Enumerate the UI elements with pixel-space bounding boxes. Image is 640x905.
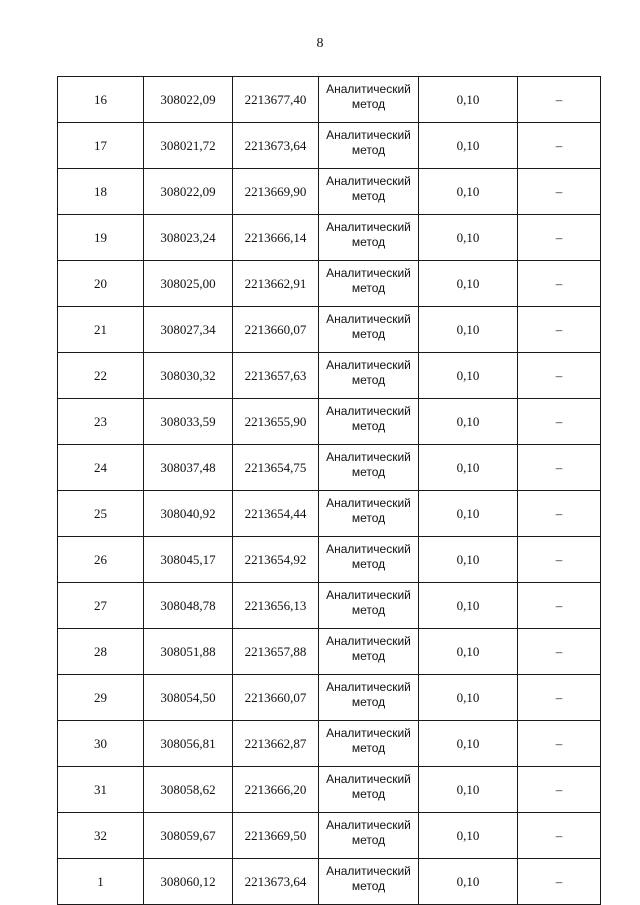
point-number-cell: 27	[58, 583, 144, 629]
note-cell: –	[518, 215, 601, 261]
point-number-cell: 31	[58, 767, 144, 813]
y-coordinate-cell: 2213666,20	[233, 767, 319, 813]
page-number: 8	[316, 36, 324, 51]
point-number-cell: 21	[58, 307, 144, 353]
table-row	[58, 123, 601, 169]
method-cell: Аналитический метод	[319, 721, 419, 767]
x-coordinate-cell: 308045,17	[144, 537, 233, 583]
x-coordinate-cell: 308037,48	[144, 445, 233, 491]
table-row	[58, 721, 601, 767]
point-number-cell: 22	[58, 353, 144, 399]
accuracy-cell: 0,10	[419, 445, 518, 491]
note-cell: –	[518, 629, 601, 675]
accuracy-cell: 0,10	[419, 307, 518, 353]
table-row	[58, 859, 601, 905]
note-cell: –	[518, 583, 601, 629]
table-row	[58, 813, 601, 859]
y-coordinate-cell: 2213657,63	[233, 353, 319, 399]
method-cell: Аналитический метод	[319, 169, 419, 215]
method-cell: Аналитический метод	[319, 859, 419, 905]
x-coordinate-cell: 308051,88	[144, 629, 233, 675]
accuracy-cell: 0,10	[419, 675, 518, 721]
point-number-cell: 30	[58, 721, 144, 767]
note-cell: –	[518, 537, 601, 583]
accuracy-cell: 0,10	[419, 77, 518, 123]
x-coordinate-cell: 308054,50	[144, 675, 233, 721]
x-coordinate-cell: 308059,67	[144, 813, 233, 859]
x-coordinate-cell: 308033,59	[144, 399, 233, 445]
table-row	[58, 215, 601, 261]
note-cell: –	[518, 307, 601, 353]
note-cell: –	[518, 169, 601, 215]
accuracy-cell: 0,10	[419, 767, 518, 813]
x-coordinate-cell: 308056,81	[144, 721, 233, 767]
note-cell: –	[518, 859, 601, 905]
point-number-cell: 23	[58, 399, 144, 445]
x-coordinate-cell: 308022,09	[144, 169, 233, 215]
table-row	[58, 629, 601, 675]
y-coordinate-cell: 2213656,13	[233, 583, 319, 629]
method-cell: Аналитический метод	[319, 123, 419, 169]
accuracy-cell: 0,10	[419, 537, 518, 583]
note-cell: –	[518, 77, 601, 123]
y-coordinate-cell: 2213660,07	[233, 307, 319, 353]
point-number-cell: 16	[58, 77, 144, 123]
x-coordinate-cell: 308021,72	[144, 123, 233, 169]
point-number-cell: 19	[58, 215, 144, 261]
x-coordinate-cell: 308027,34	[144, 307, 233, 353]
y-coordinate-cell: 2213654,92	[233, 537, 319, 583]
accuracy-cell: 0,10	[419, 813, 518, 859]
accuracy-cell: 0,10	[419, 169, 518, 215]
note-cell: –	[518, 353, 601, 399]
method-cell: Аналитический метод	[319, 629, 419, 675]
point-number-cell: 26	[58, 537, 144, 583]
accuracy-cell: 0,10	[419, 215, 518, 261]
table-row	[58, 583, 601, 629]
method-cell: Аналитический метод	[319, 77, 419, 123]
method-cell: Аналитический метод	[319, 353, 419, 399]
y-coordinate-cell: 2213660,07	[233, 675, 319, 721]
note-cell: –	[518, 675, 601, 721]
y-coordinate-cell: 2213666,14	[233, 215, 319, 261]
note-cell: –	[518, 491, 601, 537]
accuracy-cell: 0,10	[419, 859, 518, 905]
accuracy-cell: 0,10	[419, 721, 518, 767]
point-number-cell: 18	[58, 169, 144, 215]
y-coordinate-cell: 2213654,44	[233, 491, 319, 537]
x-coordinate-cell: 308040,92	[144, 491, 233, 537]
x-coordinate-cell: 308030,32	[144, 353, 233, 399]
x-coordinate-cell: 308058,62	[144, 767, 233, 813]
y-coordinate-cell: 2213669,90	[233, 169, 319, 215]
method-cell: Аналитический метод	[319, 813, 419, 859]
point-number-cell: 29	[58, 675, 144, 721]
table-row	[58, 767, 601, 813]
point-number-cell: 32	[58, 813, 144, 859]
table-row	[58, 537, 601, 583]
y-coordinate-cell: 2213655,90	[233, 399, 319, 445]
note-cell: –	[518, 445, 601, 491]
table-row	[58, 353, 601, 399]
accuracy-cell: 0,10	[419, 583, 518, 629]
note-cell: –	[518, 721, 601, 767]
table-row	[58, 169, 601, 215]
accuracy-cell: 0,10	[419, 399, 518, 445]
coordinates-table-body	[58, 77, 601, 905]
y-coordinate-cell: 2213654,75	[233, 445, 319, 491]
x-coordinate-cell: 308060,12	[144, 859, 233, 905]
point-number-cell: 25	[58, 491, 144, 537]
point-number-cell: 24	[58, 445, 144, 491]
table-row	[58, 445, 601, 491]
table-row	[58, 675, 601, 721]
method-cell: Аналитический метод	[319, 675, 419, 721]
accuracy-cell: 0,10	[419, 491, 518, 537]
note-cell: –	[518, 399, 601, 445]
table-row	[58, 261, 601, 307]
y-coordinate-cell: 2213673,64	[233, 123, 319, 169]
method-cell: Аналитический метод	[319, 491, 419, 537]
method-cell: Аналитический метод	[319, 307, 419, 353]
method-cell: Аналитический метод	[319, 767, 419, 813]
table-row	[58, 491, 601, 537]
method-cell: Аналитический метод	[319, 215, 419, 261]
method-cell: Аналитический метод	[319, 399, 419, 445]
method-cell: Аналитический метод	[319, 261, 419, 307]
method-cell: Аналитический метод	[319, 445, 419, 491]
y-coordinate-cell: 2213673,64	[233, 859, 319, 905]
table-row	[58, 307, 601, 353]
point-number-cell: 28	[58, 629, 144, 675]
x-coordinate-cell: 308048,78	[144, 583, 233, 629]
accuracy-cell: 0,10	[419, 123, 518, 169]
y-coordinate-cell: 2213662,91	[233, 261, 319, 307]
point-number-cell: 20	[58, 261, 144, 307]
method-cell: Аналитический метод	[319, 583, 419, 629]
accuracy-cell: 0,10	[419, 353, 518, 399]
note-cell: –	[518, 767, 601, 813]
note-cell: –	[518, 813, 601, 859]
method-cell: Аналитический метод	[319, 537, 419, 583]
point-number-cell: 17	[58, 123, 144, 169]
y-coordinate-cell: 2213657,88	[233, 629, 319, 675]
x-coordinate-cell: 308022,09	[144, 77, 233, 123]
table-row	[58, 399, 601, 445]
note-cell: –	[518, 261, 601, 307]
y-coordinate-cell: 2213669,50	[233, 813, 319, 859]
point-number-cell: 1	[58, 859, 144, 905]
accuracy-cell: 0,10	[419, 261, 518, 307]
accuracy-cell: 0,10	[419, 629, 518, 675]
x-coordinate-cell: 308023,24	[144, 215, 233, 261]
note-cell: –	[518, 123, 601, 169]
table-row	[58, 77, 601, 123]
x-coordinate-cell: 308025,00	[144, 261, 233, 307]
coordinates-table	[57, 76, 601, 905]
y-coordinate-cell: 2213662,87	[233, 721, 319, 767]
y-coordinate-cell: 2213677,40	[233, 77, 319, 123]
